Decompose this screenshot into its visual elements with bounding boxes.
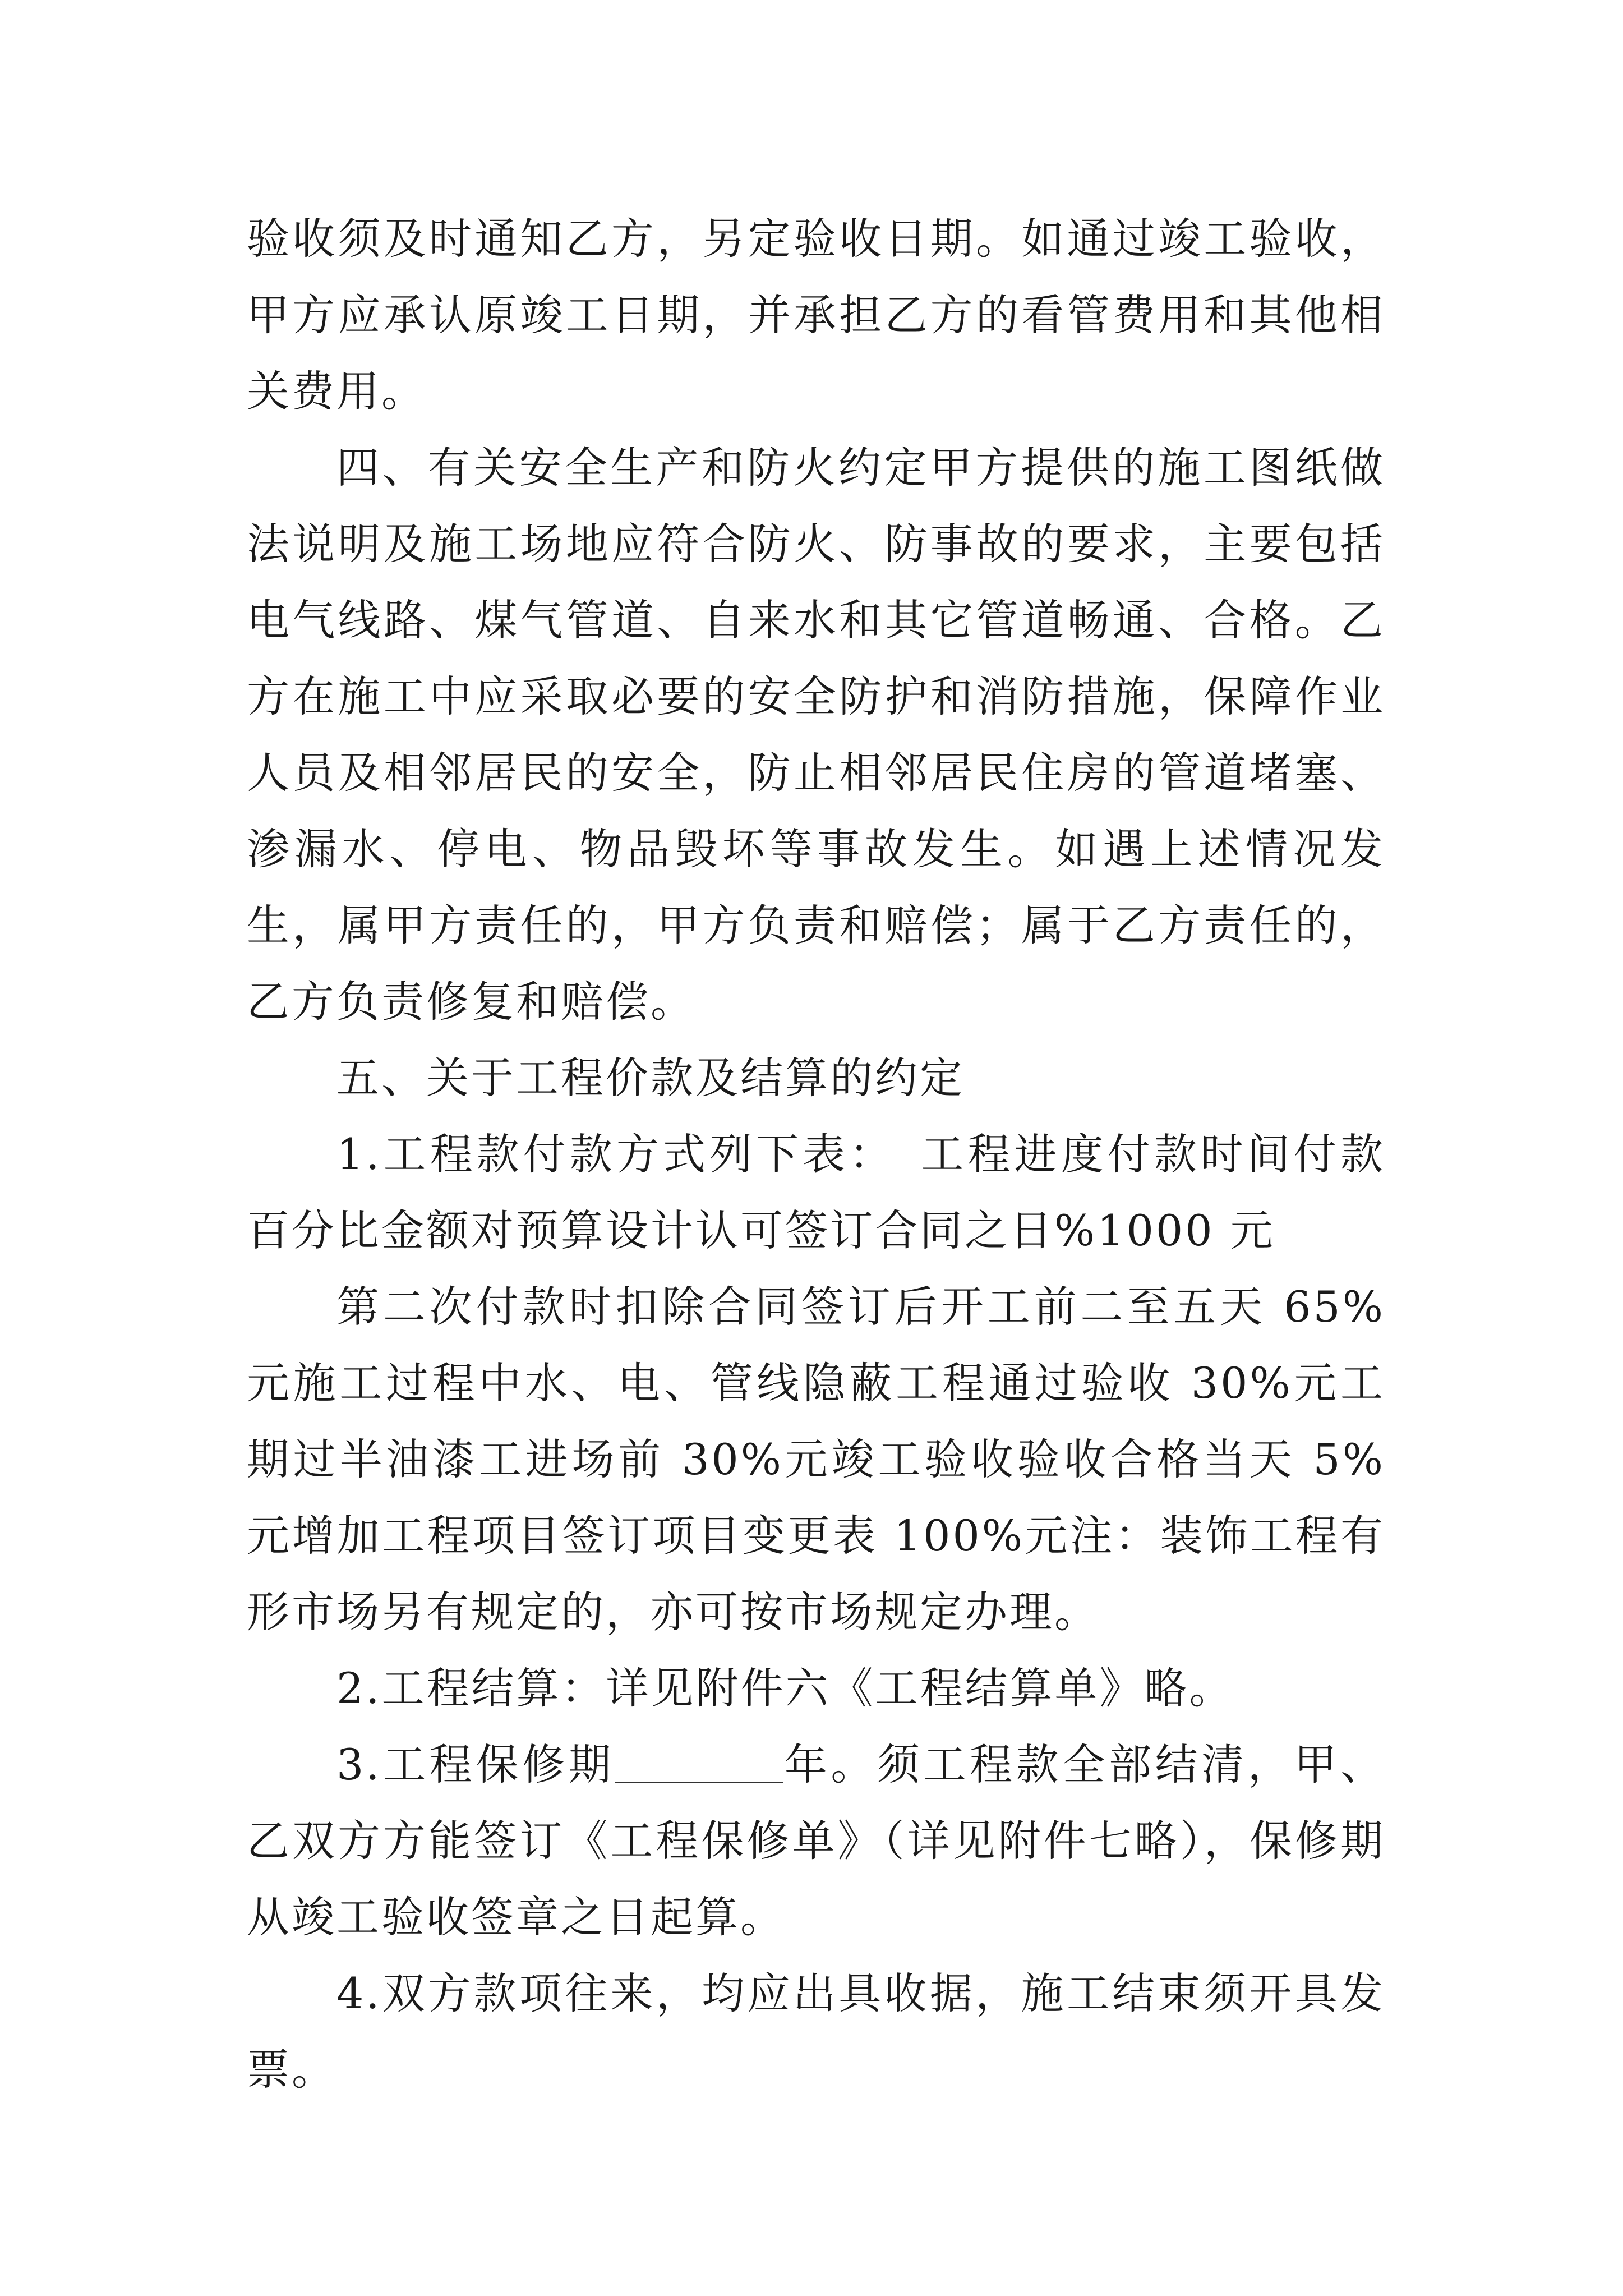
paragraph-payment-method: 1.工程款付款方式列下表： 工程进度付款时间付款百分比金额对预算设计认可签订合同之日%1000 元 <box>247 1129 1385 1255</box>
paragraph-safety-fire: 四、有关安全生产和防火约定甲方提供的施工图纸做法说明及施工场地应符合防火、防事故的要求，主要包括电气线路、煤气管道、自来水和其它管道畅通、合格。乙方在施工中应采取必要的安全防护和消防措施，保障作业人员及相邻居民的安全，防止相邻居民住房的管道堵塞、渗漏水、停电、物品毁坏等事故发生。如遇上述情况发生，属甲方责任的，甲方负责和赔偿；属于乙方责任的，乙方负责修复和赔偿。 <box>247 443 1385 1027</box>
section-heading-payment: 五、关于工程价款及结算的约定 <box>336 1053 965 1103</box>
paragraph-settlement: 2.工程结算：详见附件六《工程结算单》略。 <box>336 1663 1234 1713</box>
warranty-years-blank <box>615 1739 783 1783</box>
paragraph-receipts: 4.双方款项往来，均应出具收据，施工结束须开具发票。 <box>247 1968 1385 2095</box>
document-body <box>247 201 1385 2108</box>
paragraph-second-payment: 第二次付款时扣除合同签订后开工前二至五天 65%元施工过程中水、电、管线隐蔽工程通过验收 30%元工期过半油漆工进场前 30%元竣工验收验收合格当天 5%元增加工程项目签订项目变更表 100%元注：装饰工程有形市场另有规定的，亦可按市场规定办理。 <box>247 1282 1385 1637</box>
paragraph-acceptance: 验收须及时通知乙方，另定验收日期。如通过竣工验收，甲方应承认原竣工日期，并承担乙方的看管费用和其他相关费用。 <box>247 214 1385 416</box>
warranty-text-end: 年。须工程款全部结清，甲、乙双方方能签订《工程保修单》（详见附件七略），保修期从竣工验收签章之日起算。 <box>247 1740 1385 1942</box>
paragraph-warranty <box>247 1727 1385 1955</box>
warranty-text-start: 3.工程保修期 <box>336 1740 615 1789</box>
